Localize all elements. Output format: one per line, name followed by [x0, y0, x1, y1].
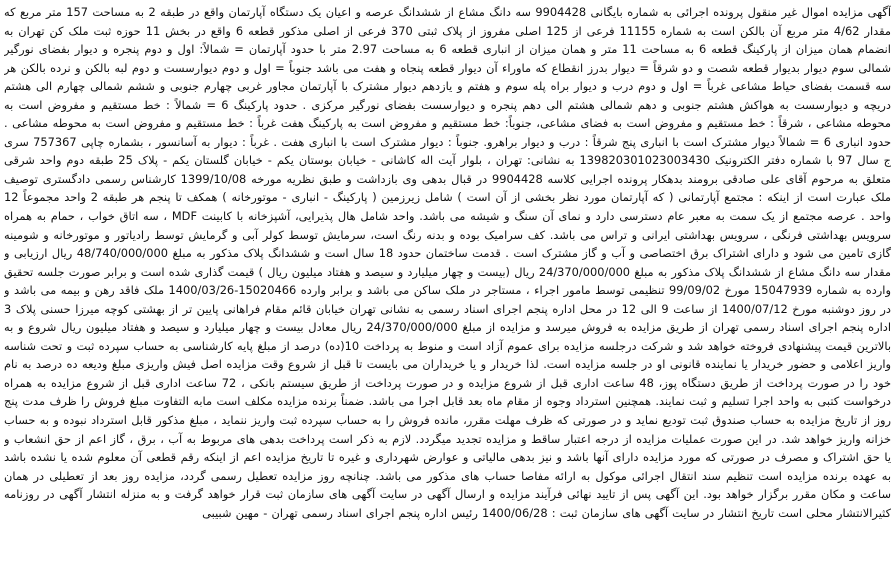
auction-notice [4, 3, 891, 568]
auction-notice-text: آگهی مزایده اموال غیر منقول پرونده اجرائی به شماره بایگانی 9904428 سه دانگ مشاع از ششدانگ عرصه و اعیان یک دستگاه آپارتمان واقع در طبقه 2 به مساحت 157 متر مربع که مقدار 4/62 متر مربع آن بالکن است به شماره 11155 فرعی از 125 اصلی مفروز از پلاک ثبتی 370 فرعی از اصلی مذکور قطعه 6 واقع در بخش 11 حوزه ثبت ملک کن تهران به انضمام همان میزان از پارکینگ قطعه 6 به مساحت 11 متر و همان میزان از انباری قطعه 6 به مساحت 2.97 متر با حدود آپارتمان = شمالاً: اول و دوم پنجره و دیوار بفضای نورگیر شمالی سوم دیوار بدیوار قطعه شصت و دو شرقاً = دیوار بدرز انقطاع که ماوراء آن دیوار قطعه پنجاه و هفت می باشد جنوباً = اول و دوم دیوارسست و دوم لبه بالکن و نرده بالکن هر سه قسمت بفضای حیاط مشاعی غرباً = اول و دوم درب و دیوار براه پله سوم و هفتم و یازدهم دیوار مشترک با آپارتمان مجاور غربی چهارم جنوبی و ششم شمالی چهارم الی هشتم دریچه و دیوارسست به هواکش هشتم جنوبی و دهم شمالی هشتم الی دهم پنجره و دیوارسست بفضای نورگیر مرکزی . حدود پارکینگ 6 = شمالاً : خط مستقیم و مفروض است به محوطه مشاعی ، شرقاً : خط مستقیم و مفروض است به فضای مشاعی، جنوباً: خط مستقیم و مفروض است به پارکینگ هفت غرباً : خط مستقیم و مفروض است به محوطه مشاعی . حدود انباری 6 = شمالاً دیوار مشترک است با انباری پنج شرقاً : درب و دیوار براهرو. جنوباً : دیوار مشترک است با انباری هفت . غرباً : دیوار به آسانسور ، بشماره چاپی 757367 سری ج سال 97 با شماره دفتر الکترونیک 139820301023003430 به نشانی: تهران ، بلوار آیت اله کاشانی - خیابان بوستان یکم - خیابان گلستان یکم - پلاک 25 طبقه دوم واحد شرقی متعلق به مرحوم آقای علی صادقی برومند بدهکار پرونده اجرایی کلاسه 9904428 در قبال بدهی وی بازداشت و طبق نظریه مورخه 1399/10/08 کارشناس رسمی دادگستری توصیف ملک عبارت است از اینکه : مجتمع آپارتمانی ( که آپارتمان مورد نظر بخشی از آن است ) شامل زیرزمین ( پارکینگ - انباری - موتورخانه ) همکف تا پنجم هر طبقه 2 واحد مجموعاً 12 واحد . عرصه مجتمع از یک سمت به معبر عام دسترسی دارد و نمای آن سنگ و شیشه می باشد. واحد شامل هال پذیرایی، آشپزخانه با کابینت MDF ، سه اتاق خواب ، حمام به همراه سرویس بهداشتی فرنگی ، سرویس بهداشتی ایرانی و تراس می باشد. کف سرامیک بوده و بدنه رنگ است، سرمایش توسط کولر آبی و گرمایش توسط رادیاتور و موتورخانه و شومینه گازی تامین می شود و دارای اشتراک برق اختصاصی و آب و گاز مشترک است . قدمت ساختمان حدود 18 سال است و ششدانگ پلاک مذکور به مبلغ 48/740/000/000 ریال ارزیابی و مقدار سه دانگ مشاع از ششدانگ پلاک مذکور به مبلغ 24/370/000/000 ریال (بیست و چهار میلیارد و سیصد و هفتاد میلیون ریال ) قیمت گذاری شده است و برابر صورت جلسه تحقیق وارده به شماره 15047939 مورخ 99/09/02 تنظیمی توسط مامور اجراء ، مستاجر در ملک ساکن می باشد و برابر وارده 15020466-1400/03/26 ملک فاقد رهن و بیمه می باشد و در روز دوشنبه مورخ 1400/07/12 از ساعت 9 الی 12 در محل اداره پنجم اجرای اسناد رسمی به نشانی تهران خیابان قائم مقام فراهانی پایین تر از بهشتی کوچه میرزا حسنی پلاک 3 اداره پنجم اجرای اسناد رسمی تهران از طریق مزایده به فروش میرسد و مزایده از مبلغ 24/370/000/000 ریال معادل بیست و چهار میلیارد و سیصد و هفتاد میلیون ریال شروع و به بالاترین قیمت پیشنهادی فروخته خواهد شد و شرکت درجلسه مزایده برای عموم آزاد است و منوط به پرداخت 10(ده) درصد از مبلغ پایه کارشناسی به حساب سپرده ثبت و تحت شناسه واریز اعلامی و حضور خریدار یا نماینده قانونی او در جلسه مزایده است. لذا خریدار و یا خریداران می بایست تا قبل از شروع وقت مزایده اصل فیش واریزی مبلغ ودیعه ده درصد به نام خود را در صورت پرداخت از طریق دستگاه پوز، 48 ساعت اداری قبل از شروع مزایده و در صورت پرداخت از طریق سیستم بانکی ، 72 ساعت اداری قبل از شروع مزایده به همراه درخواست کتبی به واحد اجرا تسلیم و ثبت نمایند. همچنین استرداد وجوه از مقام ماه بعد قابل اجرا می باشد. ضمناً برنده مزایده مکلف است مابه التفاوت مبلغ فروش را ظرف مدت پنج روز از تاریخ مزایده به حساب صندوق ثبت تودیع نماید و در صورتی که ظرف مهلت مقرر، مانده فروش را به حساب سپرده ثبت واریز ننماید ، مبلغ مذکور قابل استرداد نبوده و به حساب خزانه واریز خواهد شد. در این صورت عملیات مزایده از درجه اعتبار ساقط و مزایده تجدید میگردد. لازم به ذکر است پرداخت بدهی های مربوط به آب ، برق ، گاز اعم از حق انشعاب و یا حق اشتراک و مصرف در صورتی که مورد مزایده دارای آنها باشد و نیز بدهی مالیاتی و عوارض شهرداری و غیره تا تاریخ مزایده اعم از اینکه رقم قطعی آن معلوم شده یا نشده باشد به عهده برنده مزایده است تنظیم سند انتقال اجرائی موکول به ارائه مفاصا حساب های مذکور می باشد. چنانچه روز مزایده تعطیل رسمی گردد، مزایده روز بعد از تعطیلی در همان ساعت و مکان مقرر برگزار خواهد بود. این آگهی پس از تایید نهائی فرآیند مزایده و ارسال آگهی در سایت آگهی های سازمان ثبت قرار خواهد گرفت و به منزله انتشار آگهی در روزنامه کثیرالانتشار محلی است تاریخ انتشار در سایت آگهی های سازمان ثبت : 1400/06/28 رئیس اداره پنجم اجرای اسناد رسمی تهران - مهین شبیبی [4, 5, 891, 520]
